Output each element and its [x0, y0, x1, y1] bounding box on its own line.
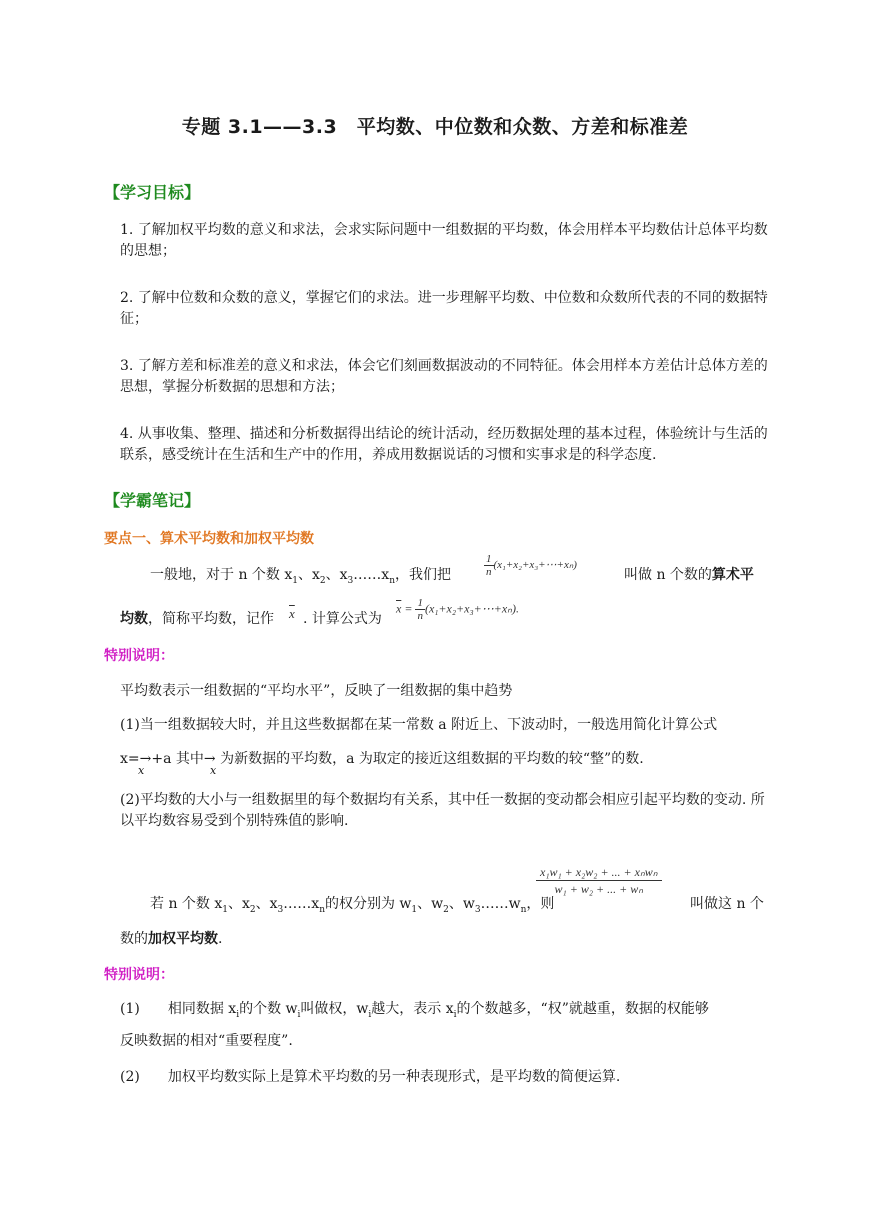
- special2-item2: (2) 加权平均数实际上是算术平均数的另一种表现形式，是平均数的简便运算.: [120, 1069, 621, 1085]
- special1-line2: (1)当一组数据较大时，并且这些数据都在某一常数 a 附近上、下波动时，一般选用简化计算公式: [120, 717, 718, 733]
- section-notes-heading: 【学霸笔记】: [104, 491, 201, 510]
- goal-item-1: 1. 了解加权平均数的意义和求法，会求实际问题中一组数据的平均数，体会用样本平均数估计总体平均数的思想；: [120, 222, 768, 259]
- arith-mean-formula: $\overline{x}$ = $\frac{1}{n}$ (x₁+x₂+x₃+⋯+xₙ).: [396, 597, 519, 622]
- special2-item1-line2: 反映数据的相对“重要程度”.: [120, 1033, 293, 1049]
- special1-line1: 平均数表示一组数据的“平均水平”，反映了一组数据的集中趋势: [120, 683, 513, 699]
- goal-item-2: 2. 了解中位数和众数的意义，掌握它们的求法。进一步理解平均数、中位数和众数所代表的不同的数据特征；: [120, 290, 768, 327]
- arith-def-line1: 一般地，对于 n 个数 $x_1$、$x_2$、$x_3\dots\dots x_n$，我们把: [150, 567, 451, 586]
- special-note-2-heading: 特别说明：: [104, 967, 174, 983]
- page-title: 专题 3.1——3.3 平均数、中位数和众数、方差和标准差: [181, 116, 689, 138]
- weighted-def-line1: 若 n 个数 $x_1$、$x_2$、$x_3\dots\dots x_n$的权分别为 $w_1$、$w_2$、$w_3\dots\dots w_n$，则: [150, 896, 555, 915]
- weighted-def-line1-end: 叫做这 n 个: [690, 896, 764, 912]
- simplified-x-sub-1: x: [138, 764, 145, 777]
- arith-mean-formula-inline: $\frac{1}{n}$ (x₁+x₂+x₃+⋯+xₙ): [486, 553, 577, 578]
- weighted-mean-formula: x₁w₁ + x₂w₂ + ... + xₙwₙ w₁ + w₂ + ... + wₙ: [536, 864, 662, 897]
- section-goals-heading: 【学习目标】: [104, 183, 201, 202]
- point1-heading: 要点一、算术平均数和加权平均数: [104, 531, 314, 547]
- xbar-symbol: $\overline{x}$: [289, 606, 295, 621]
- special1-line3: x=→+a 其中→ 为新数据的平均数，a 为取定的接近这组数据的平均数的较“整”的数.: [120, 751, 644, 767]
- arith-def-line2: 均数，简称平均数，记作: [120, 611, 274, 627]
- special1-line4: (2)平均数的大小与一组数据里的每个数据均有关系，其中任一数据的变动都会相应引起平均数的变动. 所以平均数容易受到个别特殊值的影响.: [120, 792, 765, 829]
- goal-item-3: 3. 了解方差和标准差的意义和求法，体会它们刻画数据波动的不同特征。体会用样本方差估计总体方差的思想，掌握分析数据的思想和方法；: [120, 358, 768, 395]
- weighted-def-line2: 数的加权平均数.: [120, 931, 223, 947]
- goal-item-4: 4. 从事收集、整理、描述和分析数据得出结论的统计活动，经历数据处理的基本过程，体验统计与生活的联系，感受统计在生活和生产中的作用，养成用数据说话的习惯和实事求是的科学态度.: [120, 426, 768, 463]
- arith-def-line1-end: 叫做 n 个数的算术平: [624, 567, 754, 583]
- special2-item1: (1) 相同数据 $x_i$的个数 $w_i$叫做权，$w_i$越大，表示 $x_i$的个数越多，“权”就越重，数据的权能够: [120, 1001, 709, 1020]
- arith-def-line2-b: . 计算公式为: [303, 611, 382, 627]
- simplified-x-sub-2: x: [210, 764, 217, 777]
- special-note-1-heading: 特别说明：: [104, 648, 174, 664]
